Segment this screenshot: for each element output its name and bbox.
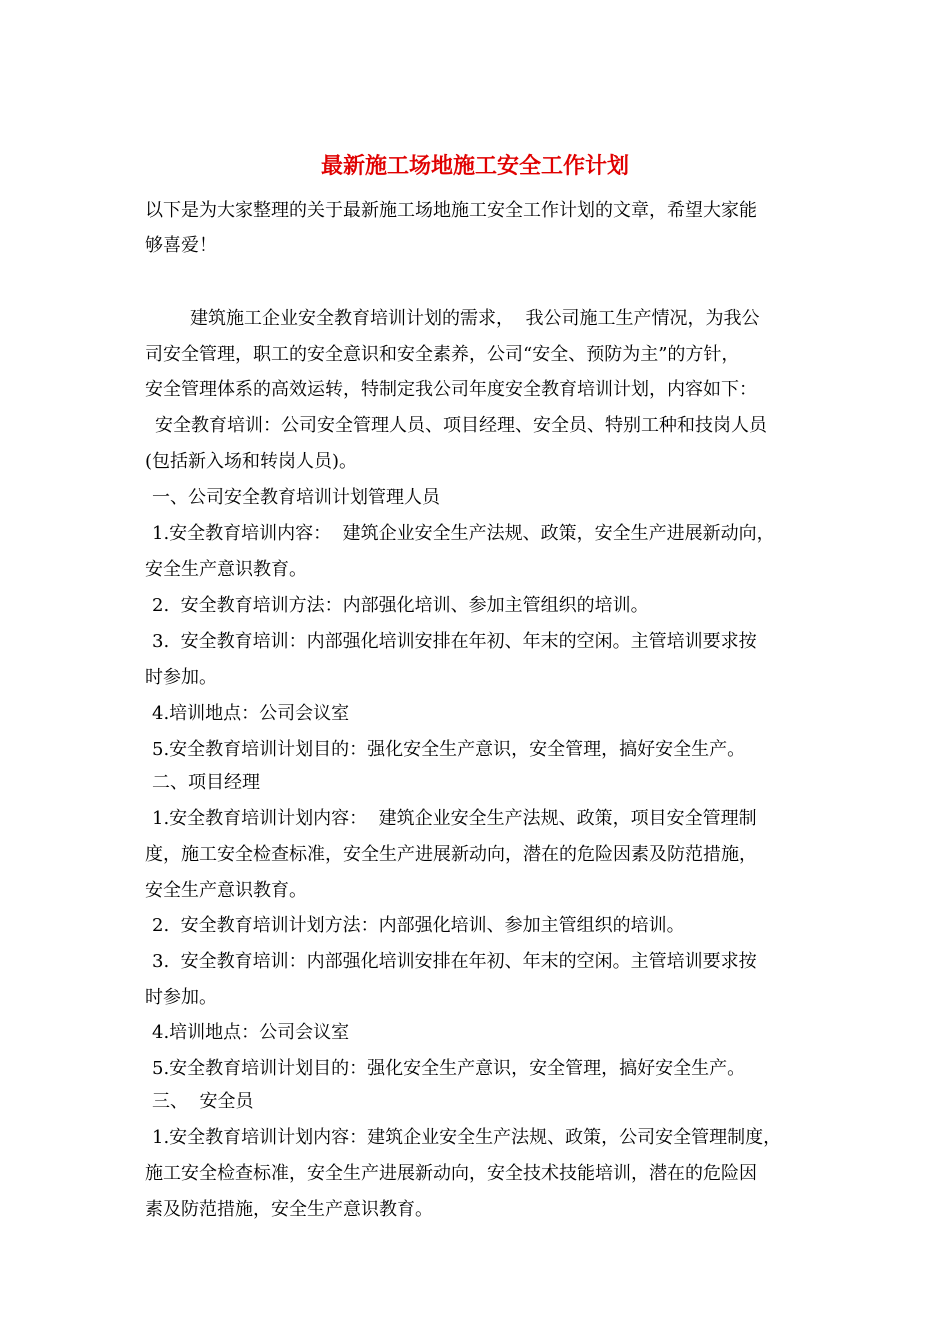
section1-item-3-cont: 时参加。: [145, 667, 217, 688]
body-line-4: 安全教育培训：公司安全管理人员、项目经理、安全员、特别工种和技岗人员: [155, 415, 767, 436]
section1-item-4: 4.培训地点：公司会议室: [152, 703, 350, 724]
section2-item-4: 4.培训地点：公司会议室: [152, 1022, 350, 1043]
section3-item-1-cont-1: 施工安全检查标准，安全生产进展新动向，安全技术技能培训，潜在的危险因: [145, 1163, 757, 1184]
body-line-2: 司安全管理，职工的安全意识和安全素养，公司“安全、预防为主”的方针，: [145, 344, 740, 365]
section1-item-3: 3. 安全教育培训：内部强化培训安排在年初、年末的空闲。主管培训要求按: [152, 631, 757, 652]
intro-line-2: 够喜爱！: [145, 235, 217, 256]
section-heading-2: 二、项目经理: [152, 772, 260, 793]
section3-item-1: 1.安全教育培训计划内容：建筑企业安全生产法规、政策，公司安全管理制度，: [152, 1127, 782, 1148]
section-heading-3: 三、 安全员: [152, 1091, 254, 1112]
section3-item-1-cont-2: 素及防范措施，安全生产意识教育。: [145, 1199, 433, 1220]
intro-line-1: 以下是为大家整理的关于最新施工场地施工安全工作计划的文章，希望大家能: [145, 200, 757, 221]
section2-item-3-cont: 时参加。: [145, 987, 217, 1008]
section2-item-1-cont-2: 安全生产意识教育。: [145, 880, 307, 901]
section-heading-1: 一、公司安全教育培训计划管理人员: [152, 487, 440, 508]
body-line-1: 建筑施工企业安全教育培训计划的需求， 我公司施工生产情况，为我公: [190, 308, 760, 329]
section2-item-1-cont-1: 度，施工安全检查标准，安全生产进展新动向，潜在的危险因素及防范措施，: [145, 844, 757, 865]
section1-item-1: 1.安全教育培训内容： 建筑企业安全生产法规、政策，安全生产进展新动向，: [152, 523, 775, 544]
section2-item-2: 2. 安全教育培训计划方法：内部强化培训、参加主管组织的培训。: [152, 915, 685, 936]
section1-item-1-cont: 安全生产意识教育。: [145, 559, 307, 580]
body-line-5: (包括新入场和转岗人员)。: [145, 451, 358, 472]
document-title: 最新施工场地施工安全工作计划: [320, 154, 629, 179]
body-line-3: 安全管理体系的高效运转，特制定我公司年度安全教育培训计划，内容如下：: [145, 379, 757, 400]
section2-item-1: 1.安全教育培训计划内容： 建筑企业安全生产法规、政策，项目安全管理制: [152, 808, 757, 829]
section2-item-3: 3. 安全教育培训：内部强化培训安排在年初、年末的空闲。主管培训要求按: [152, 951, 757, 972]
section1-item-2: 2. 安全教育培训方法：内部强化培训、参加主管组织的培训。: [152, 595, 649, 616]
section2-item-5: 5.安全教育培训计划目的：强化安全生产意识，安全管理，搞好安全生产。: [152, 1058, 746, 1079]
section1-item-5: 5.安全教育培训计划目的：强化安全生产意识，安全管理，搞好安全生产。: [152, 739, 746, 760]
